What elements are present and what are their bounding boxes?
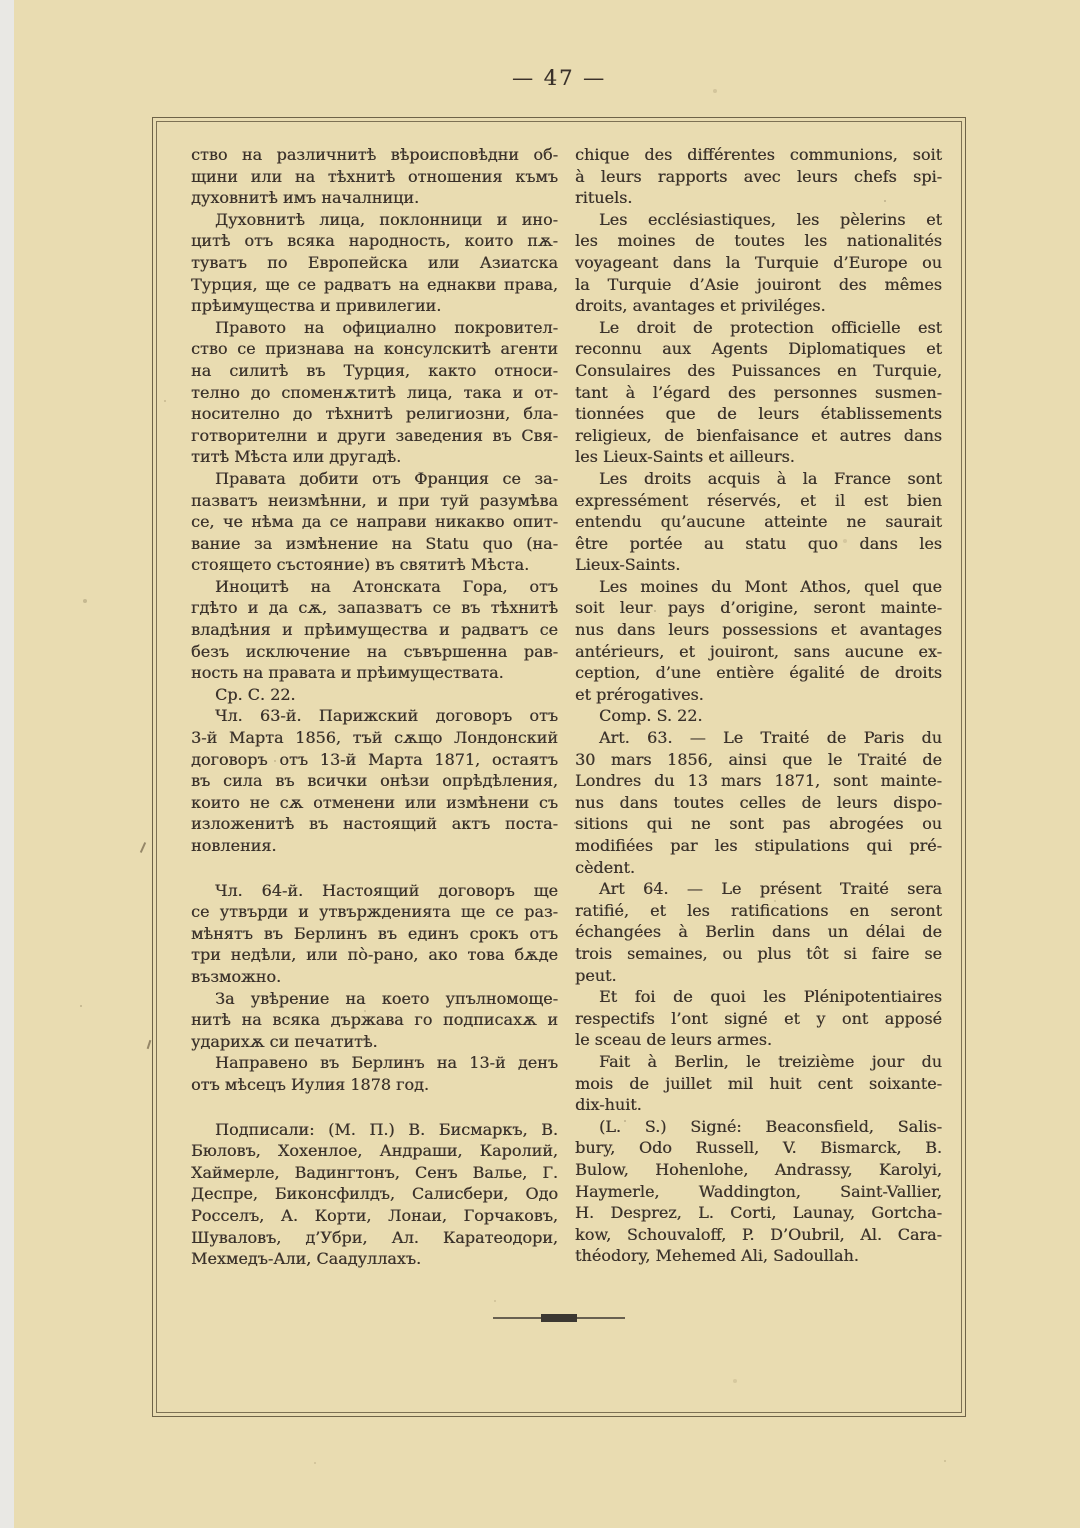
text-line: sitions qui ne sont pas abrogées ou <box>575 814 942 834</box>
text-line: tant à l’égard des personnes susmen- <box>575 382 942 402</box>
text-line: ударихѫ си печатитѣ. <box>191 1031 378 1051</box>
scanned-page <box>14 0 1080 1528</box>
text-line: antérieurs, et jouiront, sans aucune ex- <box>575 641 942 661</box>
text-line: Comp. S. 22. <box>599 706 703 726</box>
text-line: kow, Schouvaloff, P. D’Oubril, Al. Cara- <box>575 1224 942 1244</box>
text-line: туватъ по Европейска или Азиатска <box>191 252 558 272</box>
text-line: entendu qu’aucune atteinte ne saurait <box>575 512 942 532</box>
stray-ink-mark <box>147 1040 152 1049</box>
text-line: être portée au statu quo dans les <box>575 533 942 553</box>
text-line: (L. S.) Signé: Beaconsfield, Salis- <box>599 1116 942 1136</box>
text-line: Fait à Berlin, le treizième jour du <box>599 1051 942 1071</box>
text-line: modifiées par les stipulations qui pré- <box>575 836 942 855</box>
text-line: ность на правата и прѣимуществата. <box>191 663 504 683</box>
page-border-frame <box>152 117 966 1417</box>
text-line: et prérogatives. <box>575 684 704 704</box>
text-line: Правата добити отъ Франция се за- <box>215 468 558 488</box>
text-line: rituels. <box>575 188 633 208</box>
text-line: ratifié, et les ratifications en seront <box>575 900 942 920</box>
text-line: Art. 63. — Le Traité de Paris du <box>599 728 942 748</box>
paragraph <box>575 1051 942 1116</box>
paragraph <box>191 209 558 317</box>
text-line: reconnu aux Agents Diplomatiques et <box>575 339 942 359</box>
paragraph <box>575 1116 942 1267</box>
paragraph <box>575 144 942 209</box>
text-line: ство на различнитѣ вѣроисповѣдни об- <box>191 145 558 164</box>
text-line: 3-й Марта 1856, тъй сѫщо Лондонский <box>191 728 558 748</box>
text-line: мѣнятъ въ Берлинъ въ единъ срокъ отъ <box>191 923 558 943</box>
paragraph <box>575 878 942 986</box>
text-line: изложенитѣ въ настоящий актъ поста- <box>191 814 558 834</box>
text-line: à leurs rapports avec leurs chefs spi- <box>575 166 942 186</box>
text-line: Ср. С. 22. <box>215 684 296 704</box>
text-line: Подписали: (М. П.) В. Бисмаркъ, В. <box>215 1119 558 1139</box>
text-line: soit leur pays d’origine, seront mainte- <box>575 598 942 618</box>
text-line: договоръ отъ 13-й Марта 1871, остаятъ <box>191 749 558 769</box>
text-line: Art 64. — Le présent Traité sera <box>599 879 942 899</box>
text-line: владѣния и прѣимущества и радватъ се <box>191 620 558 640</box>
end-divider <box>493 1314 625 1322</box>
right-column-french <box>575 144 942 1270</box>
text-line: телно до споменѫтитѣ лица, така и от- <box>191 382 558 402</box>
text-line: peut. <box>575 965 617 985</box>
paragraph <box>191 988 558 1053</box>
text-line: Шуваловъ, д’Убри, Ал. Каратеодори, <box>191 1227 558 1247</box>
text-line: échangées à Berlin dans un délai de <box>575 922 942 942</box>
paragraph <box>575 468 942 576</box>
left-column-bulgarian <box>191 144 558 1270</box>
text-line: стоящето състояние) въ святитѣ Мѣста. <box>191 555 530 575</box>
paragraph <box>575 209 942 317</box>
text-line: на силитѣ въ Турция, както относи- <box>191 360 558 380</box>
text-line: се утвърди и утвържденията ще се раз- <box>191 902 558 922</box>
text-line: възможно. <box>191 966 282 986</box>
text-line: новления. <box>191 836 277 855</box>
paragraph <box>191 576 558 684</box>
text-line: Les droits acquis à la France sont <box>599 468 942 488</box>
text-line: въ сила въ всички онѣзи опрѣдѣления, <box>191 771 558 791</box>
text-line: духовнитѣ имъ началници. <box>191 188 420 208</box>
paragraph <box>575 317 942 468</box>
text-line: Consulaires des Puissances en Turquie, <box>575 360 942 380</box>
text-line: Иноцитѣ на Атонската Гора, отъ <box>215 576 558 596</box>
text-line: droits, avantages et priviléges. <box>575 296 826 316</box>
two-column-text <box>191 144 942 1270</box>
text-line: Le droit de protection officielle est <box>599 317 942 337</box>
paragraph <box>191 144 558 209</box>
text-line: la Turquie d’Asie jouiront des mêmes <box>575 274 942 294</box>
paragraph <box>191 705 558 856</box>
text-line: Мехмедъ-Али, Саадуллахъ. <box>191 1249 422 1269</box>
text-line: безъ исключение на съвършенна рав- <box>191 641 558 661</box>
text-line: mois de juillet mil huit cent soixante- <box>575 1073 942 1093</box>
text-line: Духовнитѣ лица, поклонници и ино- <box>215 209 558 229</box>
text-line: Деспре, Биконсфилдъ, Салисбери, Одо <box>191 1184 558 1204</box>
text-line: Londres du 13 mars 1871, sont mainte- <box>575 771 942 791</box>
text-line: Haymerle, Waddington, Saint-Vallier, <box>575 1181 942 1201</box>
text-line: Росселъ, А. Корти, Лонаи, Горчаковъ, <box>191 1205 558 1225</box>
divider-thick-bar <box>541 1314 577 1322</box>
text-line: Lieux-Saints. <box>575 555 681 575</box>
text-line: les moines de toutes les nationalités <box>575 231 942 251</box>
text-line: dix-huit. <box>575 1095 642 1115</box>
text-line: cèdent. <box>575 857 635 877</box>
text-line: Хаймерле, Вадингтонъ, Сенъ Валье, Г. <box>191 1162 558 1182</box>
text-line: За увѣрение на което упълномоще- <box>215 988 558 1008</box>
stray-ink-mark <box>140 842 146 853</box>
text-line: Турция, ще се радватъ на еднакви права, <box>191 274 558 294</box>
text-line: Et foi de quoi les Plénipotentiaires <box>599 987 942 1007</box>
paragraph <box>575 705 942 727</box>
paragraph <box>191 1052 558 1095</box>
text-line: religieux, de bienfaisance et autres dans <box>575 425 942 445</box>
paragraph <box>575 986 942 1051</box>
text-line: Les moines du Mont Athos, quel que <box>599 576 942 596</box>
text-line: готворителни и други заведения въ Свя- <box>191 425 558 445</box>
text-line: вание за измѣнение на Statu quo (на- <box>191 533 558 553</box>
text-line: Чл. 63-й. Парижский договоръ отъ <box>215 706 558 726</box>
text-line: chique des différentes communions, soit <box>575 145 942 164</box>
text-line: voyageant dans la Turquie d’Europe ou <box>575 252 942 272</box>
text-line: expressément réservés, et il est bien <box>575 490 942 510</box>
text-line: Правото на официално покровител- <box>215 317 558 337</box>
text-line: H. Desprez, L. Corti, Launay, Gortcha- <box>575 1203 942 1223</box>
paper-speckles <box>14 0 16 2</box>
text-line: tionnées que de leurs établissements <box>575 404 942 424</box>
text-line: nus dans toutes celles de leurs dispo- <box>575 792 942 812</box>
text-line: прѣимущества и привилегии. <box>191 296 442 316</box>
text-line: le sceau de leurs armes. <box>575 1030 772 1050</box>
text-line: пазватъ неизмѣнни, и при туй разумѣва <box>191 490 558 510</box>
paragraph <box>191 317 558 468</box>
text-line: отъ мѣсецъ Иулия 1878 год. <box>191 1074 429 1094</box>
text-line: цитѣ отъ всяка народность, които пѫ- <box>191 231 558 251</box>
text-line: Направено въ Берлинъ на 13-й денъ <box>215 1053 558 1073</box>
text-line: нитѣ на всяка държава го подписахѫ и <box>191 1010 558 1030</box>
paragraph <box>191 684 558 706</box>
text-line: Les ecclésiastiques, les pèlerins et <box>599 209 942 229</box>
text-line: три недѣли, или по̀-рано, ако това бѫде <box>191 945 558 965</box>
text-line: Бюловъ, Хохенлое, Андраши, Каролий, <box>191 1141 558 1161</box>
text-line: се, че нѣма да се направи никакво опит- <box>191 512 558 532</box>
text-line: nus dans leurs possessions et avantages <box>575 620 942 640</box>
text-line: гдѣто и да сѫ, запазватъ се въ тѣхнитѣ <box>191 598 558 618</box>
text-line: носително до тѣхнитѣ религиозни, бла- <box>191 404 558 424</box>
paragraph <box>575 576 942 706</box>
text-line: 30 mars 1856, ainsi que le Traité de <box>575 749 942 769</box>
text-line: bury, Odo Russell, V. Bismarck, B. <box>575 1138 942 1158</box>
text-line: ство се признава на консулскитѣ агенти <box>191 339 558 359</box>
text-line: ception, d’une entière égalité de droits <box>575 663 942 683</box>
text-line: Bulow, Hohenlohe, Andrassy, Karolyi, <box>575 1159 942 1179</box>
text-line: trois semaines, ou plus tôt si faire se <box>575 943 942 963</box>
text-line: които не сѫ отменени или измѣнени съ <box>191 792 558 812</box>
paragraph <box>191 880 558 988</box>
text-line: les Lieux-Saints et ailleurs. <box>575 447 795 467</box>
text-line: respectifs l’ont signé et y ont apposé <box>575 1008 942 1028</box>
paragraph <box>191 1119 558 1270</box>
text-line: титѣ Мѣста или другадѣ. <box>191 447 402 467</box>
text-line: щини или на тѣхнитѣ отношения къмъ <box>191 166 558 186</box>
text-line: Чл. 64-й. Настоящий договоръ ще <box>215 880 558 900</box>
paragraph <box>575 727 942 878</box>
page-number: — 47 — <box>511 66 607 90</box>
paragraph <box>191 468 558 576</box>
text-line: théodory, Mehemed Ali, Sadoullah. <box>575 1246 859 1266</box>
